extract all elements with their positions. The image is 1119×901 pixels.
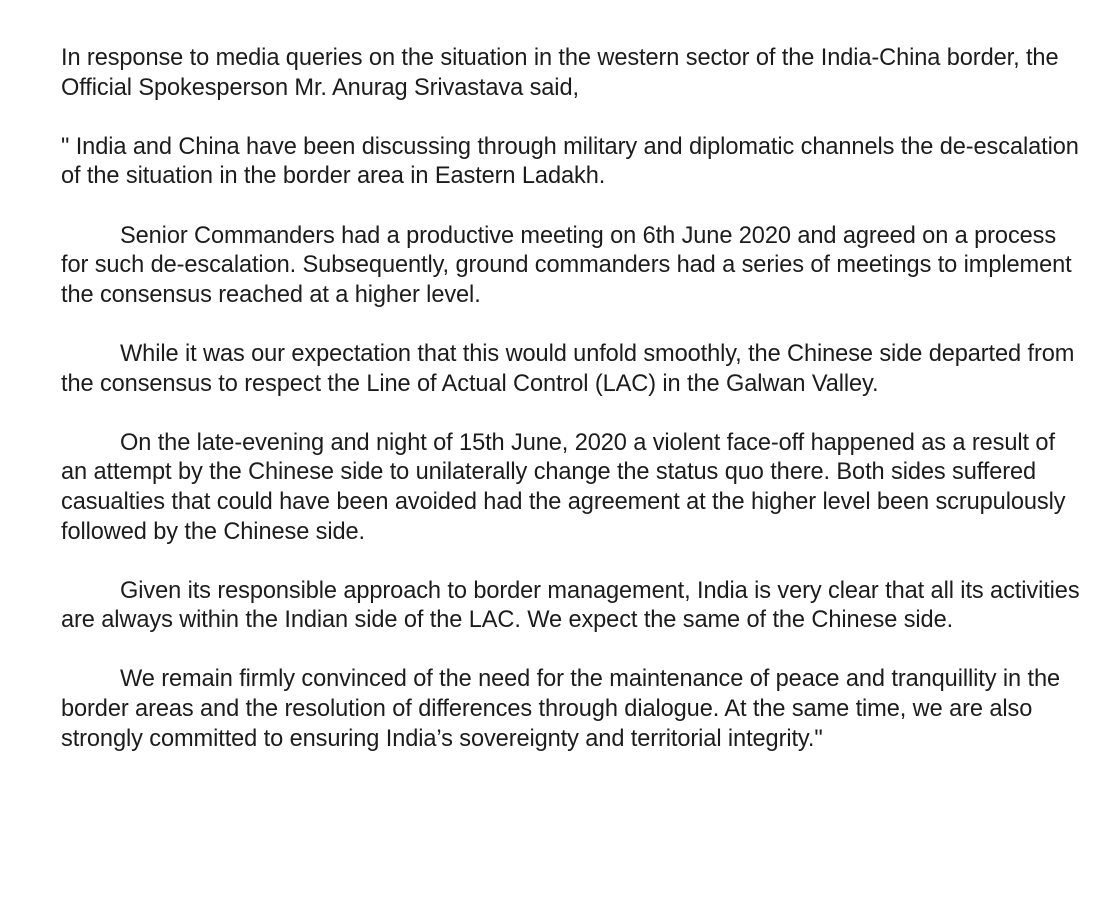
- galwan-valley-paragraph: While it was our expectation that this would unfold smoothly, the Chinese side departed from the consensus to respect the Line of Actual Control (LAC) in the Galwan Valley.: [61, 340, 1075, 397]
- statement-document: [61, 44, 1081, 784]
- closing-paragraph: We remain firmly convinced of the need for the maintenance of peace and tranquillity in the border areas and the resolution of differences through dialogue. At the same time, we are also strongly committed to ensuring India’s sovereignty and territorial integrity.": [61, 666, 1060, 752]
- intro-paragraph: In response to media queries on the situation in the western sector of the India-China border, the Official Spokesperson Mr. Anurag Srivastava said,: [61, 45, 1059, 101]
- border-management-paragraph: Given its responsible approach to border management, India is very clear that all its activities are always within the Indian side of the LAC. We expect the same of the Chinese side.: [61, 577, 1080, 634]
- senior-commanders-paragraph: Senior Commanders had a productive meeting on 6th June 2020 and agreed on a process for such de-escalation. Subsequently, ground commanders had a series of meetings to implement the consensus reached at a higher level.: [61, 222, 1072, 308]
- quote-opening-paragraph: " India and China have been discussing through military and diplomatic channels the de-escalation of the situation in the border area in Eastern Ladakh.: [61, 133, 1079, 190]
- face-off-paragraph: On the late-evening and night of 15th June, 2020 a violent face-off happened as a result of an attempt by the Chinese side to unilaterally change the status quo there. Both sides suffered casualties that could have been avoided had the agreement at the higher level been scrupulously followed by the Chinese side.: [61, 429, 1066, 545]
